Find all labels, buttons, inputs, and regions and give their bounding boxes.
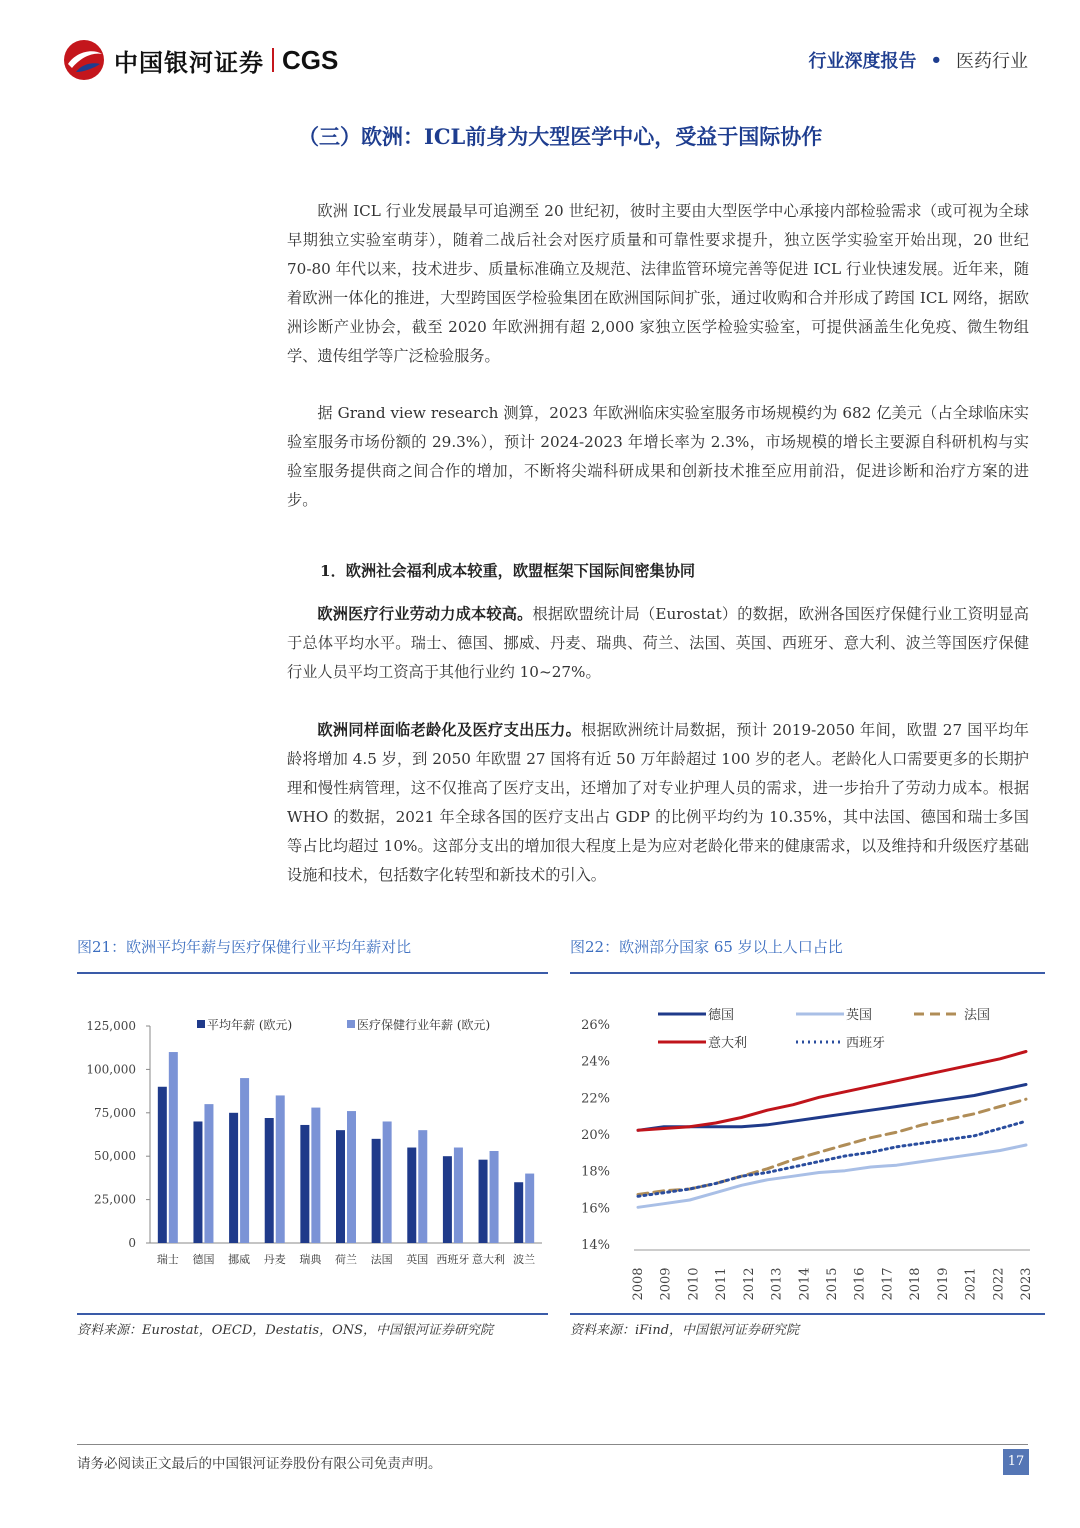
figure-21-top-rule	[77, 972, 548, 974]
y-tick-label: 125,000	[86, 1019, 136, 1033]
paragraph-aging-body: 根据欧洲统计局数据，预计 2019-2050 年间，欧盟 27 国平均年龄将增加 4.5 岁，到 2050 年欧盟 27 国将有近 50 万年龄超过 100 岁的老人。老龄化人口需要更多的长期护理和慢性病管理，这不仅推高了医疗支出，还增加了对专业护理人员的需求，进一步抬升了劳动力成本。根据 WHO 的数据，2021 年全球各国的医疗支出占 GDP 的比例平均约为 10.35%，其中法国、德国和瑞士多国等占比均超过 10%。这部分支出的增加很大程度上是为应对老龄化带来的健康需求，以及维持和升级医疗基础设施和技术，包括数字化转型和新技术的引入。	[287, 721, 1029, 884]
page-number: 17	[1003, 1449, 1029, 1475]
legend-label: 英国	[846, 1008, 873, 1023]
report-type-dot: •	[930, 49, 942, 71]
y-tick-label: 50,000	[94, 1149, 136, 1164]
paragraph-icl-history: 欧洲 ICL 行业发展最早可追溯至 20 世纪初，彼时主要由大型医学中心承接内部检验需求（或可视为全球早期独立实验室萌芽），随着二战后社会对医疗质量和可靠性要求提升，独立医学实验室开始出现，20 世纪 70-80 年代以来，技术进步、质量标准确立及规范、法律监管环境完善等促进 ICL 行业快速发展。近年来，随着欧洲一体化的推进，大型跨国医学检验集团在欧洲国际间扩张，通过收购和合并形成了跨国 ICL 网络，据欧洲诊断产业协会，截至 2020 年欧洲拥有超 2,000 家独立医学检验实验室，可提供涵盖生化免疫、微生物组学、遗传组学等广泛检验服务。	[287, 202, 1029, 365]
x-tick-label: 西班牙	[436, 1253, 470, 1266]
y-tick-label: 0	[128, 1236, 136, 1250]
y-tick-label: 25,000	[94, 1192, 136, 1207]
bar-healthcare-salary	[525, 1174, 534, 1243]
y-tick-label: 75,000	[94, 1105, 136, 1120]
x-tick-label: 法国	[370, 1253, 393, 1266]
paragraph-aging-lead: 欧洲同样面临老龄化及医疗支出压力。	[317, 721, 582, 739]
x-tick-label: 瑞士	[156, 1253, 179, 1266]
figure-22-top-rule	[570, 972, 1045, 974]
bar-avg-salary	[265, 1118, 274, 1243]
y-tick-label: 24%	[581, 1054, 610, 1070]
bar-healthcare-salary	[454, 1148, 463, 1243]
brand-name-en: CGS	[282, 44, 339, 75]
x-tick-label: 2009	[658, 1267, 674, 1301]
page-header	[0, 0, 1080, 100]
x-tick-label: 2023	[1019, 1267, 1034, 1301]
x-tick-label: 2021	[963, 1267, 979, 1301]
x-tick-label: 2011	[714, 1267, 730, 1301]
y-tick-label: 26%	[581, 1018, 610, 1033]
line-series	[638, 1121, 1026, 1196]
x-tick-label: 2022	[991, 1267, 1007, 1301]
bar-avg-salary	[193, 1121, 202, 1243]
legend-label: 西班牙	[846, 1036, 886, 1051]
bar-avg-salary	[372, 1139, 381, 1243]
legend-label: 意大利	[708, 1036, 748, 1051]
bar-avg-salary	[229, 1113, 238, 1243]
bar-healthcare-salary	[204, 1104, 213, 1243]
legend-label: 平均年薪 (欧元)	[207, 1018, 293, 1032]
legend-swatch	[347, 1020, 355, 1028]
y-tick-label: 18%	[581, 1164, 610, 1180]
y-tick-label: 20%	[581, 1128, 610, 1143]
x-tick-label: 2010	[686, 1267, 702, 1301]
paragraph-labor-cost-body: 根据欧盟统计局（Eurostat）的数据，欧洲各国医疗保健行业工资明显高于总体平均水平。瑞士、德国、挪威、丹麦、瑞典、荷兰、法国、英国、西班牙、意大利、波兰等国医疗保健行业人员平均工资高于其他行业约 10~27%。	[287, 605, 1029, 681]
brand-name-cn: 中国银河证券	[114, 48, 264, 77]
x-tick-label: 2016	[852, 1267, 868, 1301]
y-tick-label: 100,000	[86, 1062, 136, 1077]
x-tick-label: 2014	[797, 1267, 813, 1301]
x-tick-label: 波兰	[513, 1253, 536, 1266]
report-type	[808, 47, 1028, 73]
legend-label: 德国	[708, 1008, 735, 1023]
report-type-label: 行业深度报告	[808, 51, 917, 72]
bar-healthcare-salary	[240, 1078, 249, 1243]
figure-22-title: 图22：欧洲部分国家 65 岁以上人口占比	[570, 938, 843, 956]
x-tick-label: 挪威	[228, 1253, 251, 1266]
industry-label: 医药行业	[956, 51, 1028, 72]
x-tick-label: 瑞典	[299, 1253, 322, 1266]
line-series	[638, 1099, 1026, 1194]
bar-avg-salary	[514, 1182, 523, 1243]
bar-avg-salary	[479, 1160, 488, 1243]
figure-22-source: 资料来源：iFind，中国银河证券研究院	[570, 1323, 800, 1338]
legend-label: 医疗保健行业年薪 (欧元)	[357, 1018, 491, 1032]
x-tick-label: 2008	[631, 1267, 646, 1301]
subsection-title: 1．欧洲社会福利成本较重，欧盟框架下国际间密集协同	[320, 562, 696, 580]
figure-21-title: 图21：欧洲平均年薪与医疗保健行业平均年薪对比	[77, 938, 412, 956]
x-tick-label: 英国	[406, 1253, 429, 1266]
paragraph-market-size: 据 Grand view research 测算，2023 年欧洲临床实验室服务市场规模约为 682 亿美元（占全球临床实验室服务市场份额的 29.3%），预计 2024-2023 年增长率为 2.3%，市场规模的增长主要源自科研机构与实验室服务提供商之间合作的增加，不断将尖端科研成果和创新技术推至应用前沿，促进诊断和治疗方案的进步。	[287, 404, 1029, 509]
line-series	[638, 1085, 1026, 1131]
aging-line-chart	[570, 990, 1045, 1310]
x-tick-label: 2013	[769, 1267, 785, 1301]
section-title: （三）欧洲：ICL前身为大型医学中心，受益于国际协作	[298, 124, 823, 149]
footer-rule	[77, 1444, 1028, 1445]
line-series	[638, 1145, 1026, 1207]
figure-21-source: 资料来源：Eurostat，OECD，Destatis，ONS，中国银河证券研究院	[77, 1323, 494, 1338]
x-tick-label: 意大利	[472, 1253, 506, 1266]
bar-avg-salary	[443, 1156, 452, 1243]
paragraph-labor-cost-lead: 欧洲医疗行业劳动力成本较高。	[317, 605, 533, 623]
x-tick-label: 2015	[825, 1267, 840, 1301]
bar-healthcare-salary	[418, 1130, 427, 1243]
x-tick-label: 2012	[741, 1267, 757, 1301]
y-tick-label: 16%	[581, 1201, 610, 1217]
bar-healthcare-salary	[347, 1111, 356, 1243]
figure-22-bottom-rule	[570, 1313, 1045, 1315]
brand-logo	[62, 38, 338, 82]
bar-healthcare-salary	[311, 1108, 320, 1243]
bar-avg-salary	[300, 1125, 309, 1243]
footer-disclaimer: 请务必阅读正文最后的中国银河证券股份有限公司免责声明。	[77, 1456, 442, 1472]
bar-avg-salary	[336, 1130, 345, 1243]
legend-swatch	[197, 1020, 205, 1028]
x-tick-label: 德国	[192, 1253, 215, 1266]
salary-bar-chart	[77, 990, 548, 1310]
bar-avg-salary	[158, 1087, 167, 1243]
line-series	[638, 1052, 1026, 1131]
bar-healthcare-salary	[169, 1052, 178, 1243]
x-tick-label: 丹麦	[263, 1253, 286, 1266]
x-tick-label: 2018	[908, 1267, 924, 1301]
figure-21-bottom-rule	[77, 1313, 548, 1315]
brand-mark-icon	[62, 38, 106, 82]
x-tick-label: 2017	[880, 1267, 896, 1301]
bar-healthcare-salary	[490, 1151, 499, 1243]
y-tick-label: 14%	[581, 1238, 610, 1253]
x-tick-label: 荷兰	[335, 1253, 357, 1266]
y-tick-label: 22%	[581, 1091, 610, 1107]
x-tick-label: 2019	[935, 1267, 951, 1301]
bar-healthcare-salary	[276, 1095, 285, 1243]
bar-healthcare-salary	[383, 1121, 392, 1243]
paragraph-labor-cost	[287, 600, 1029, 687]
legend-label: 法国	[964, 1008, 991, 1023]
paragraph-aging	[287, 716, 1029, 890]
brand-separator	[272, 48, 274, 72]
bar-avg-salary	[407, 1148, 416, 1243]
